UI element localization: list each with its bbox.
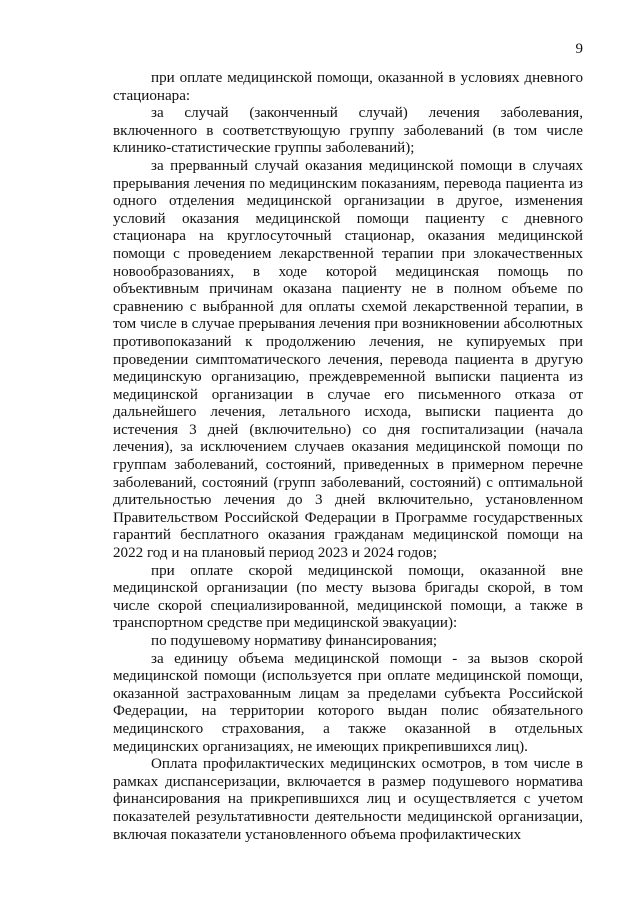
- paragraph-day-hospital-payment: при оплате медицинской помощи, оказанной в условиях дневного стационара:: [113, 70, 583, 104]
- paragraph-unit-of-care: за единицу объема медицинской помощи - за вызов скорой медицинской помощи (используется при оплате медицинской помощи, оказанной застрахованным лицам за пределами субъекта Российской Федерации, на территории которого выдан полис обязательного медицинского страхования, а также оказанной в отдельных медицинских организациях, не имеющих прикрепившихся лиц).: [113, 650, 583, 755]
- paragraph-interrupted-case: за прерванный случай оказания медицинской помощи в случаях прерывания лечения по медицинским показаниям, перевода пациента из одного отделения медицинской организации в другое, изменения условий оказания медицинской помощи пациенту с дневного стационара на круглосуточный стационар, оказания медицинской помощи с проведением лекарственной терапии при злокачественных новообразованиях, в ходе которой медицинская помощь по объективным причинам оказана пациенту не в полном объеме по сравнению с выбранной для оплаты схемой лекарственной терапии, в том числе в случае прерывания лечения при возникновении абсолютных противопоказаний к продолжению лечения, не купируемых при проведении симптоматического лечения, перевода пациента в другую медицинскую организацию, преждевременной выписки пациента из медицинской организации в случае его письменного отказа от дальнейшего лечения, летального исхода, выписки пациента до истечения 3 дней (включительно) со дня госпитализации (начала лечения), за исключением случаев оказания медицинской помощи по группам заболеваний, состояний, приведенных в примерном перечне заболеваний, состояний (групп заболеваний, состояний) с оптимальной длительностью лечения до 3 дней включительно, установленном Правительством Российской Федерации в Программе государственных гарантий бесплатного оказания гражданам медицинской помощи на 2022 год и на плановый период 2023 и 2024 годов;: [113, 157, 583, 562]
- document-body: [113, 70, 583, 844]
- paragraph-preventive-exams: Оплата профилактических медицинских осмотров, в том числе в рамках диспансеризации, включается в размер подушевого норматива финансирования на прикрепившихся лиц и осуществляется с учетом показателей результативности деятельности медицинской организации, включая показатели установленного объема профилактических: [113, 756, 583, 843]
- paragraph-emergency-care-payment: при оплате скорой медицинской помощи, оказанной вне медицинской организации (по месту вызова бригады скорой, в том числе скорой специализированной, медицинской помощи, а также в транспортном средстве при медицинской эвакуации):: [113, 562, 583, 632]
- page-number: 9: [575, 41, 583, 57]
- paragraph-per-capita-standard: по подушевому нормативу финансирования;: [151, 633, 438, 649]
- paragraph-completed-case: за случай (законченный случай) лечения заболевания, включенного в соответствующую группу заболеваний (в том числе клинико-статистические группы заболеваний);: [113, 105, 583, 157]
